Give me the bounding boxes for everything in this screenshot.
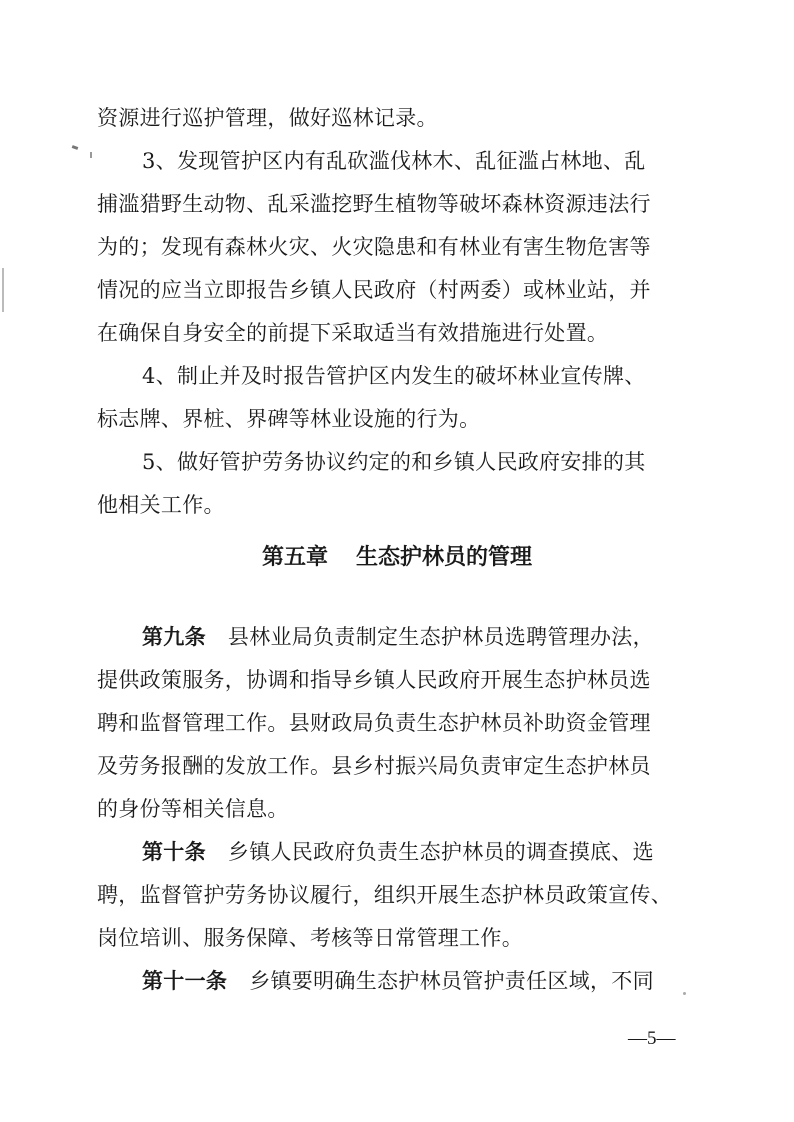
text-line: 及劳务报酬的发放工作。县乡村振兴局负责审定生态护林员 <box>97 754 651 778</box>
chapter-heading <box>0 543 794 573</box>
article-text: 乡镇要明确生态护林员管护责任区域，不同 <box>249 969 654 993</box>
chapter-number: 第五章 <box>261 545 328 570</box>
scan-speck <box>683 992 686 995</box>
article-label: 第十一条 <box>142 969 228 993</box>
text-line: 标志牌、界桩、界碑等林业设施的行为。 <box>97 407 481 431</box>
text-line: 聘，监督管护劳务协议履行，组织开展生态护林员政策宣传、 <box>97 883 673 907</box>
text-line: 资源进行巡护管理，做好巡林记录。 <box>97 106 438 130</box>
text-line: 捕滥猎野生动物、乱采滥挖野生植物等破坏森林资源违法行 <box>97 192 651 216</box>
text-line: 的身份等相关信息。 <box>97 797 289 821</box>
article-label: 第九条 <box>142 625 206 649</box>
text-line: 聘和监督管理工作。县财政局负责生态护林员补助资金管理 <box>97 711 651 735</box>
scan-edge <box>2 268 4 312</box>
article-line <box>142 837 654 867</box>
article-line <box>142 966 654 996</box>
text-line: 他相关工作。 <box>97 493 225 517</box>
scan-mark <box>90 152 92 158</box>
article-label: 第十条 <box>142 840 206 864</box>
text-line: 4、制止并及时报告管护区内发生的破坏林业宣传牌、 <box>142 364 646 388</box>
chapter-title: 生态护林员的管理 <box>356 545 533 570</box>
article-text: 乡镇人民政府负责生态护林员的调查摸底、选 <box>227 840 654 864</box>
text-line: 岗位培训、服务保障、考核等日常管理工作。 <box>97 926 523 950</box>
text-line: 为的；发现有森林火灾、火灾隐患和有林业有害生物危害等 <box>97 235 651 259</box>
text-line: 情况的应当立即报告乡镇人民政府（村两委）或林业站，并 <box>97 278 651 302</box>
scan-mark <box>72 145 79 150</box>
text-line: 3、发现管护区内有乱砍滥伐林木、乱征滥占林地、乱 <box>142 149 646 173</box>
article-line <box>142 622 654 652</box>
text-line: 在确保自身安全的前提下采取适当有效措施进行处置。 <box>97 321 609 345</box>
text-line: 5、做好管护劳务协议约定的和乡镇人民政府安排的其 <box>142 450 646 474</box>
article-text: 县林业局负责制定生态护林员选聘管理办法， <box>227 625 654 649</box>
text-line: 提供政策服务，协调和指导乡镇人民政府开展生态护林员选 <box>97 668 651 692</box>
page-number: —5— <box>628 1028 676 1049</box>
